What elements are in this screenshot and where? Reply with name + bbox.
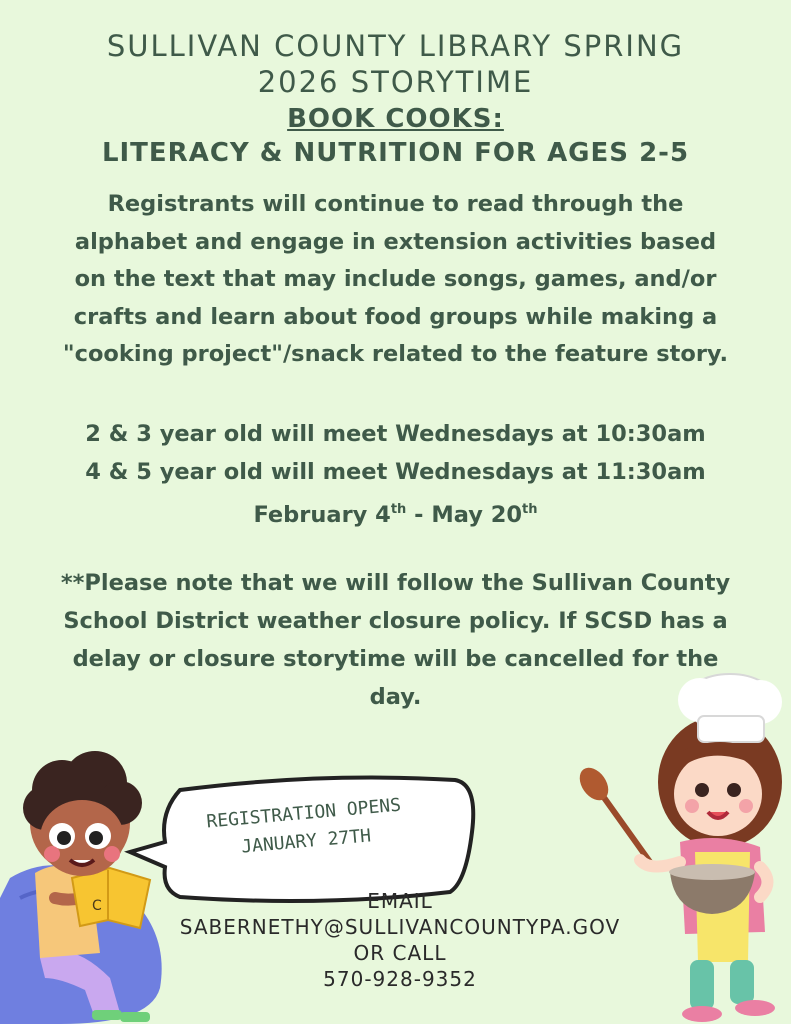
contact-email: SABERNETHY@SULLIVANCOUNTYPA.GOV — [179, 915, 621, 939]
note-line: School District weather closure policy. If SCSD has a — [63, 608, 728, 634]
title-line-1: SULLIVAN COUNTY LIBRARY SPRING — [106, 29, 685, 63]
registration-line-2: JANUARY 27TH — [240, 825, 372, 858]
date-end: May 20 — [431, 502, 523, 528]
schedule — [0, 416, 791, 535]
svg-text:C: C — [92, 898, 102, 914]
registration-line-1: REGISTRATION OPENS — [205, 794, 402, 833]
description-line: crafts and learn about food groups while making a — [73, 303, 718, 330]
program-description — [40, 186, 751, 374]
contact-email-label: EMAIL — [367, 889, 433, 913]
title-line-2: 2026 STORYTIME — [257, 65, 534, 99]
date-separator: - — [406, 502, 432, 528]
description-line: "cooking project"/snack related to the feature story. — [62, 341, 729, 367]
program-heading — [0, 102, 791, 170]
note-line: **Please note that we will follow the Sullivan County — [60, 570, 731, 596]
note-line: day. — [369, 684, 422, 710]
description-line: Registrants will continue to read through the — [107, 191, 684, 217]
program-name: BOOK COOKS: — [287, 104, 504, 134]
date-start-suffix: th — [390, 502, 407, 517]
contact-phone: 570-928-9352 — [323, 967, 477, 991]
description-line: on the text that may include songs, games, and/or — [74, 266, 717, 292]
description-line: alphabet and engage in extension activities based — [74, 228, 717, 255]
flyer-title — [0, 28, 791, 100]
date-end-suffix: th — [522, 502, 538, 517]
contact-call-label: OR CALL — [353, 941, 447, 965]
schedule-line-1: 2 & 3 year old will meet Wednesdays at 10:30am — [85, 421, 706, 447]
program-subtitle: LITERACY & NUTRITION FOR AGES 2-5 — [101, 138, 690, 168]
schedule-dates — [0, 491, 791, 535]
note-line: delay or closure storytime will be cancelled for the — [72, 646, 719, 672]
date-start: February 4 — [253, 502, 391, 528]
schedule-line-2: 4 & 5 year old will meet Wednesdays at 11:30am — [85, 458, 706, 485]
contact-info — [130, 888, 670, 992]
